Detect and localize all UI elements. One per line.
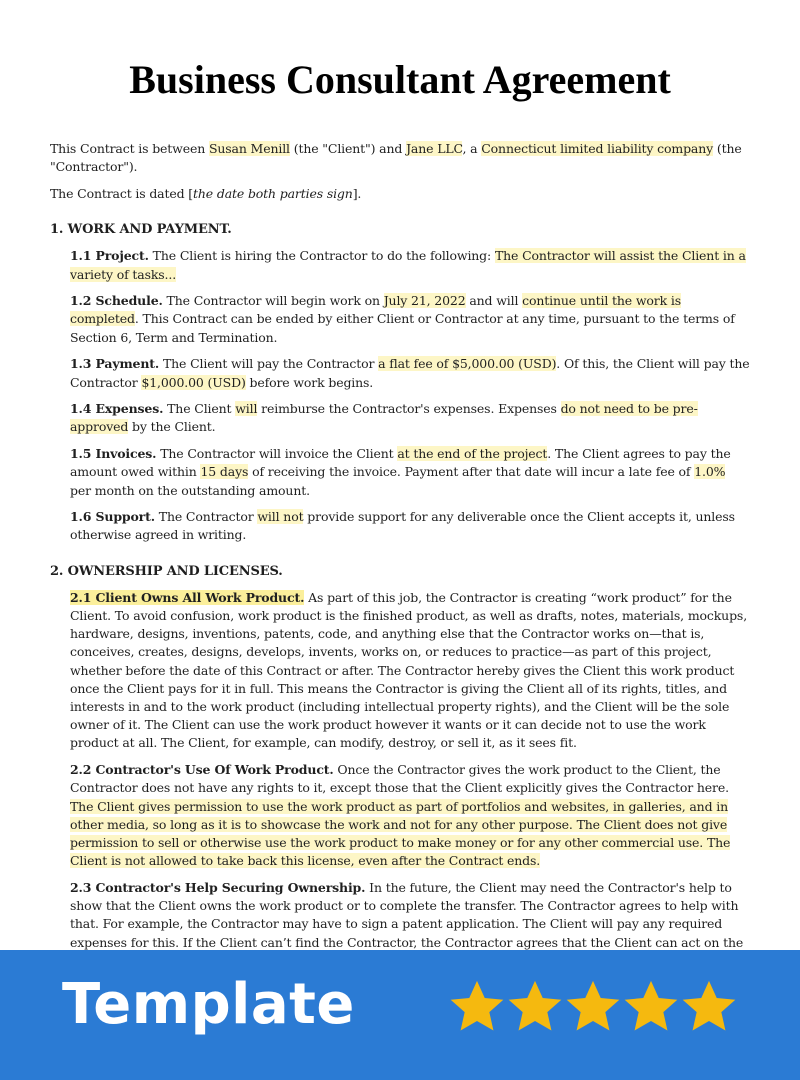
star-icon	[448, 978, 506, 1036]
clause-text: and will	[465, 293, 523, 309]
clause-label: 2.3 Contractor's Help Securing Ownership.	[70, 879, 366, 895]
highlighted-field: continue until the work is completed	[70, 293, 681, 327]
intro-text: ].	[352, 185, 362, 201]
clause-label: 1.2 Schedule.	[70, 293, 163, 309]
highlighted-field: The Contractor will assist the Client in a variety of tasks...	[70, 248, 746, 282]
clause-label: 2.2 Contractor's Use Of Work Product.	[70, 762, 334, 778]
intro-text: This Contract is between	[50, 141, 209, 156]
clause-text: . The Client agrees to pay the amount owed within	[70, 446, 731, 480]
intro-text: , a	[462, 141, 482, 156]
section-heading-ownership: 2. OWNERSHIP AND LICENSES.	[50, 563, 283, 579]
clause-label: 1.1 Project.	[70, 248, 149, 264]
client-name: Susan Menill	[208, 141, 290, 156]
star-icon	[564, 978, 622, 1036]
clause-text: . This Contract can be ended by either Client or Contractor at any time, pursuant to the terms of Section 6, Term and Termination.	[70, 311, 735, 345]
clause-text: The Contractor	[154, 509, 258, 525]
clause-label-highlighted: 2.1 Client Owns All Work Product.	[70, 589, 305, 605]
clause-label: 1.4 Expenses.	[70, 401, 164, 417]
clause-1-2	[50, 292, 750, 347]
highlighted-field: do not need to be pre-approved	[70, 401, 698, 435]
clause-label: 1.5 Invoices.	[70, 446, 157, 462]
intro-text: The Contract is dated [	[50, 185, 194, 201]
intro-date	[50, 185, 750, 203]
clause-text: Once the Contractor gives the work product to the Client, the Contractor does not have any rights to it, except those that the Client explicitly gives the Contractor here.	[70, 762, 729, 796]
clause-text: reimburse the Contractor's expenses. Expenses	[257, 401, 561, 417]
highlighted-field: July 21, 2022	[383, 293, 466, 309]
clause-1-4	[50, 400, 750, 436]
entity-type: Connecticut limited liability company	[481, 141, 714, 156]
highlighted-field: at the end of the project	[397, 446, 548, 462]
clause-text: per month on the outstanding amount.	[70, 482, 310, 498]
template-label: Template	[62, 972, 355, 1037]
clause-text: In the future, the Client may need the Contractor's help to show that the Client owns the work product or to complete the transfer. The Contractor agrees to help with that. For example, the Contractor may have to sign a patent application. The Client will pay any required expenses for this. If the Client can’t find the Contractor, the Contractor agrees that the Client can act on the	[70, 879, 744, 950]
clause-text: provide support for any deliverable once the Client accepts it, unless otherwise agreed in writing.	[70, 509, 735, 543]
star-icon	[622, 978, 680, 1036]
clause-text: . Of this, the Client will pay the Contractor	[70, 356, 750, 390]
clause-2-2	[50, 761, 750, 870]
section-heading-work-payment: 1. WORK AND PAYMENT.	[50, 222, 232, 238]
clause-1-6	[50, 508, 750, 544]
highlighted-field: The Client gives permission to use the work product as part of portfolios and websites, in galleries, and in other media, so long as it is to showcase the work and not for any other purpose. The Client does not give permission to sell or otherwise use the work product to make money or for any other commercial use. The Client is not allowed to take back this license, even after the Contract ends.	[70, 798, 731, 869]
star-icon	[506, 978, 564, 1036]
highlighted-field: $1,000.00 (USD)	[141, 374, 246, 390]
clause-2-3	[50, 879, 750, 950]
clause-label: 1.3 Payment.	[70, 356, 160, 372]
clause-text: of receiving the invoice. Payment after that date will incur a late fee of	[248, 464, 695, 480]
star-rating	[448, 978, 738, 1036]
intro-text: (the "Contractor").	[50, 141, 742, 175]
intro-parties	[50, 140, 750, 176]
highlighted-field: will	[235, 401, 258, 417]
clause-text: by the Client.	[128, 419, 216, 435]
clause-text: The Contractor will invoice the Client	[156, 446, 398, 462]
clause-1-1	[50, 247, 750, 283]
highlighted-field: 1.0%	[694, 464, 726, 480]
template-banner	[0, 950, 800, 1080]
clause-text: before work begins.	[245, 374, 374, 390]
highlighted-field: a flat fee of $5,000.00 (USD)	[378, 356, 557, 372]
clause-text: The Client	[163, 401, 236, 417]
contractor-name: Jane LLC	[406, 141, 463, 156]
date-placeholder: the date both parties sign	[193, 185, 353, 201]
clause-1-5	[50, 445, 750, 500]
clause-text: The Contractor will begin work on	[162, 293, 384, 309]
intro-text: (the "Client") and	[289, 141, 407, 156]
clause-1-3	[50, 355, 750, 391]
document-body	[50, 140, 750, 950]
clause-label: 1.6 Support.	[70, 509, 155, 525]
clause-2-1	[50, 589, 750, 753]
clause-text: The Client is hiring the Contractor to do the following:	[148, 248, 495, 264]
document-title: Business Consultant Agreement	[129, 57, 671, 102]
clause-text: As part of this job, the Contractor is creating “work product” for the Client. To avoid confusion, work product is the finished product, as well as drafts, notes, materials, mockups, hardware, designs, inventions, patents, code, and anything else that the Contractor works on—that is, conceives, creates, designs, develops, invents, works on, or reduces to practice—as part of this project, whether before the date of this Contract or after. The Contractor hereby gives the Client this work product once the Client pays for it in full. This means the Contractor is giving the Client all of its rights, titles, and interests in and to the work product (including intellectual property rights), and the Client will be the sole owner of it. The Client can use the work product however it wants or it can decide not to use the work product at all. The Client, for example, can modify, destroy, or sell it, as it sees fit.	[70, 589, 748, 751]
highlighted-field: 15 days	[200, 464, 249, 480]
star-icon	[680, 978, 738, 1036]
clause-text: The Client will pay the Contractor	[159, 356, 379, 372]
highlighted-field: will not	[257, 509, 304, 525]
